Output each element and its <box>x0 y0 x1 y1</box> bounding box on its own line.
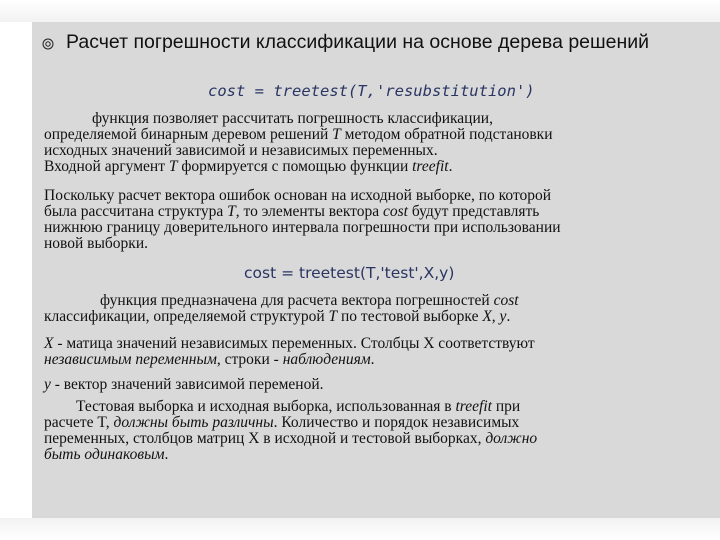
paragraph-test-sample-note <box>44 399 684 463</box>
text-line: переменных, столбцов матриц X в исходной и тестовой выборках, должно <box>44 430 538 447</box>
paragraph-x-matrix <box>44 336 684 368</box>
text-line: независимым переменным, строки - наблюдениям. <box>44 351 375 368</box>
paragraph-test-description <box>44 293 684 325</box>
text-line: Поскольку расчет вектора ошибок основан на исходной выборке, по которой <box>44 187 552 204</box>
text-line: новой выборки. <box>44 235 148 252</box>
formula-resubstitution: cost = treetest(T,'resubstitution') <box>208 82 535 100</box>
text-line: функция позволяет рассчитать погрешность классификации, <box>92 110 493 127</box>
text-line: определяемой бинарным деревом решений T методом обратной подстановки <box>44 126 553 143</box>
paragraph-y-vector <box>44 377 684 393</box>
text-line: была рассчитана структура T, то элементы вектора cost будут представлять <box>44 203 540 220</box>
top-decorative-bar <box>0 0 720 22</box>
text-line: нижнюю границу доверительного интервала погрешности при использовании <box>44 219 561 236</box>
target-bullet-icon <box>42 38 54 50</box>
text-line: X - матица значений независимых переменных. Столбцы X соответствуют <box>44 335 535 352</box>
slide-heading: Расчет погрешности классификации на основе дерева решений <box>66 31 650 53</box>
text-line: Тестовая выборка и исходная выборка, использованная в treefit при <box>76 398 521 415</box>
text-line: функция предназначена для расчета вектора погрешностей cost <box>100 292 519 309</box>
formula-test: cost = treetest(T,'test',X,y) <box>244 264 455 282</box>
text-line: Входной аргумент T формируется с помощью функции treefit. <box>44 158 453 175</box>
text-line: исходных значений зависимой и независимых переменных. <box>44 142 438 159</box>
text-line: быть одинаковым. <box>44 446 169 463</box>
paragraph-resubstitution-description <box>44 111 684 175</box>
bottom-decorative-bar <box>0 518 720 540</box>
text-line: классификации, определяемой структурой T по тестовой выборке X, y. <box>44 308 511 325</box>
text-line: расчете T, должны быть различны. Количество и порядок независимых <box>44 414 520 431</box>
paragraph-error-vector-note <box>44 188 684 252</box>
text-line: y - вектор значений зависимой переменой. <box>44 376 324 393</box>
